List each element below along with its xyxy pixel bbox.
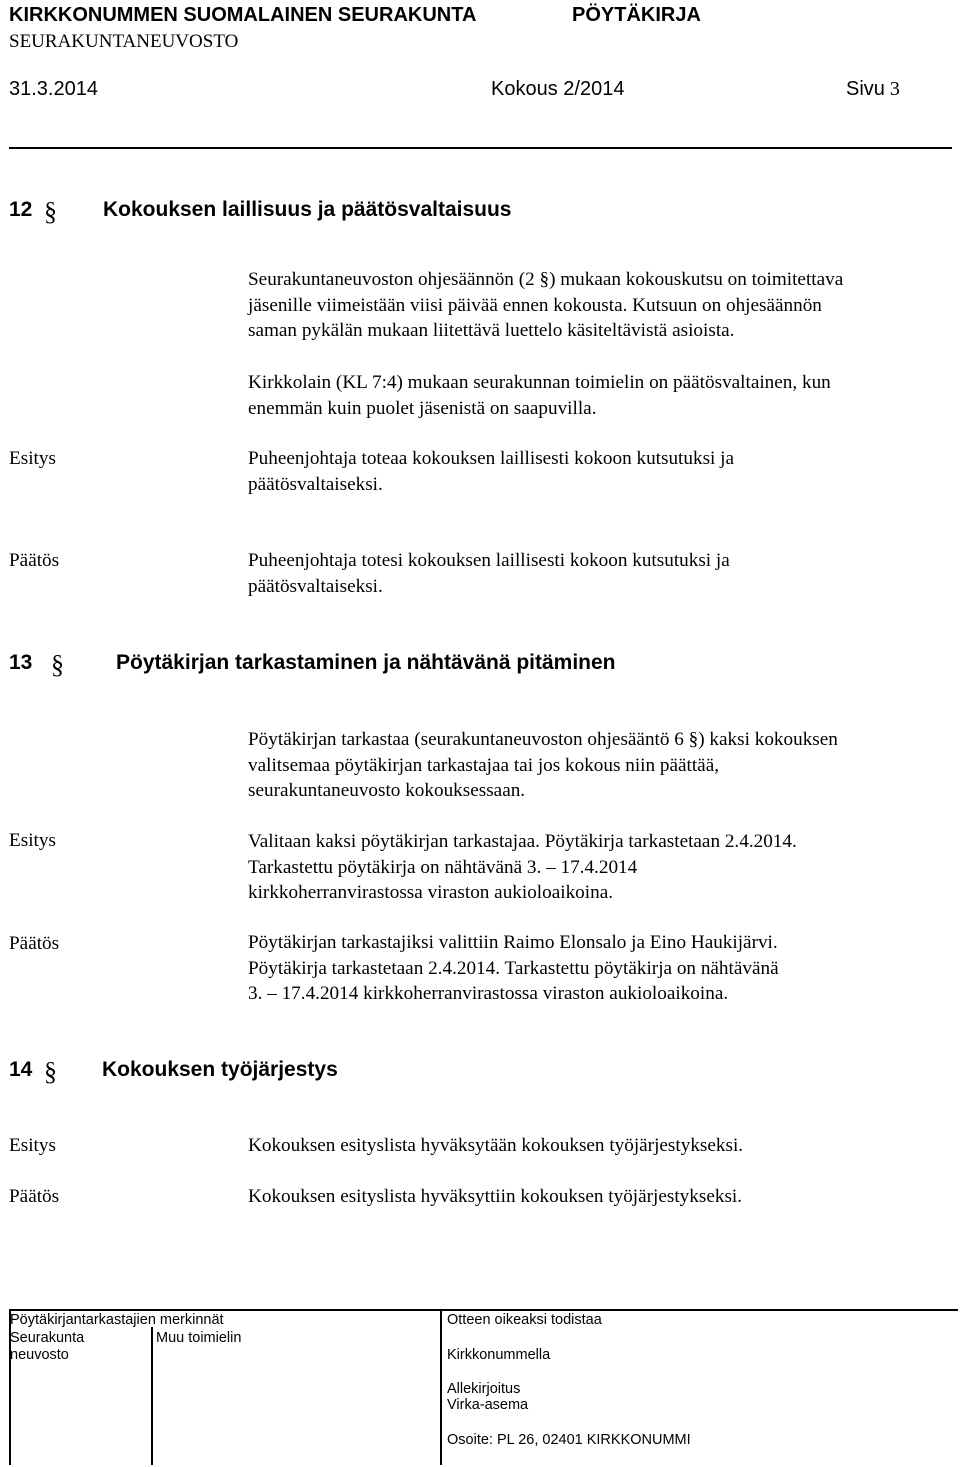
section-12-paatos-label: Päätös xyxy=(9,550,60,571)
footer-col1-heading: Seurakunta neuvosto xyxy=(10,1330,85,1363)
footer-address: Osoite: PL 26, 02401 KIRKKONUMMI xyxy=(447,1432,691,1448)
governing-body: SEURAKUNTANEUVOSTO xyxy=(9,31,239,52)
organization-name: KIRKKONUMMEN SUOMALAINEN SEURAKUNTA xyxy=(9,4,477,26)
section-14-esitys-text: Kokouksen esityslista hyväksytään kokouksen työjärjestykseksi. xyxy=(248,1135,744,1156)
section-12-esitys-text: Puheenjohtaja toteaa kokouksen laillisesti kokoon kutsutuksi ja päätösvaltaiseksi. xyxy=(248,448,735,495)
footer-signature: Allekirjoitus xyxy=(447,1381,521,1397)
footer-mid-divider xyxy=(440,1309,442,1465)
page-number: 3 xyxy=(889,78,900,100)
section-14-paatos-label: Päätös xyxy=(9,1186,60,1207)
section-14-esitys-label: Esitys xyxy=(9,1135,56,1156)
document-type: PÖYTÄKIRJA xyxy=(572,4,701,26)
section-13-esitys-text: Valitaan kaksi pöytäkirjan tarkastajaa. Pöytäkirja tarkastetaan 2.4.2014. Tarkastettu pöytäkirja on nähtävänä 3. – 17.4.2014 kirkkoherranvirastossa viraston aukioloaikoina. xyxy=(248,831,797,903)
section-13-paragraph-1: Pöytäkirjan tarkastaa (seurakuntaneuvoston ohjesääntö 6 §) kaksi kokouksen valitsemaa pöytäkirjan tarkastajaa tai jos kokous niin päättää, seurakuntaneuvosto kokouksessaan. xyxy=(248,729,838,801)
section-sign-icon: § xyxy=(51,650,64,679)
footer-certified: Otteen oikeaksi todistaa xyxy=(447,1312,602,1328)
section-13-paatos-text: Pöytäkirjan tarkastajiksi valittiin Raimo Elonsalo ja Eino Haukijärvi. Pöytäkirja tarkastetaan 2.4.2014. Tarkastettu pöytäkirja on nähtävänä 3. – 17.4.2014 kirkkoherranvirastossa viraston aukioloaikoina. xyxy=(248,932,779,1004)
section-sign-icon: § xyxy=(44,1057,57,1086)
section-13-number: 13 xyxy=(9,651,33,674)
section-14-paatos-text: Kokouksen esityslista hyväksyttiin kokouksen työjärjestykseksi. xyxy=(248,1186,743,1207)
section-12-paragraph-2: Kirkkolain (KL 7:4) mukaan seurakunnan toimielin on päätösvaltainen, kun enemmän kuin puolet jäsenistä on saapuvilla. xyxy=(248,372,831,419)
meeting-date: 31.3.2014 xyxy=(9,78,98,100)
section-13-esitys-label: Esitys xyxy=(9,830,56,851)
page-label: Sivu xyxy=(846,78,885,100)
section-12-paragraph-1: Seurakuntaneuvoston ohjesäännön (2 §) mukaan kokouskutsu on toimitettava jäsenille viimeistään viisi päivää ennen kokousta. Kutsuun on ohjesäännön saman pykälän mukaan liitettävä luettelo käsiteltävistä asioista. xyxy=(248,269,844,341)
section-12-esitys-label: Esitys xyxy=(9,448,56,469)
section-12-title: Kokouksen laillisuus ja päätösvaltaisuus xyxy=(103,198,512,221)
section-14-title: Kokouksen työjärjestys xyxy=(102,1058,338,1081)
footer-col-divider xyxy=(151,1327,153,1465)
section-sign-icon: § xyxy=(44,197,57,226)
section-13-title: Pöytäkirjan tarkastaminen ja nähtävänä pitäminen xyxy=(116,651,616,674)
section-12-paatos-text: Puheenjohtaja totesi kokouksen laillisesti kokoon kutsutuksi ja päätösvaltaiseksi. xyxy=(248,550,730,597)
footer-top-rule xyxy=(9,1309,958,1311)
footer-position: Virka-asema xyxy=(447,1397,529,1413)
footer-inspectors-title: Pöytäkirjantarkastajien merkinnät xyxy=(10,1312,224,1328)
section-14-number: 14 xyxy=(9,1058,33,1081)
header-divider xyxy=(9,147,952,149)
section-12-number: 12 xyxy=(9,198,33,221)
footer-col2-heading: Muu toimielin xyxy=(156,1330,242,1346)
meeting-number: Kokous 2/2014 xyxy=(491,78,625,100)
section-13-paatos-label: Päätös xyxy=(9,933,60,954)
footer-place: Kirkkonummella xyxy=(447,1347,551,1363)
page-indicator xyxy=(846,78,900,101)
